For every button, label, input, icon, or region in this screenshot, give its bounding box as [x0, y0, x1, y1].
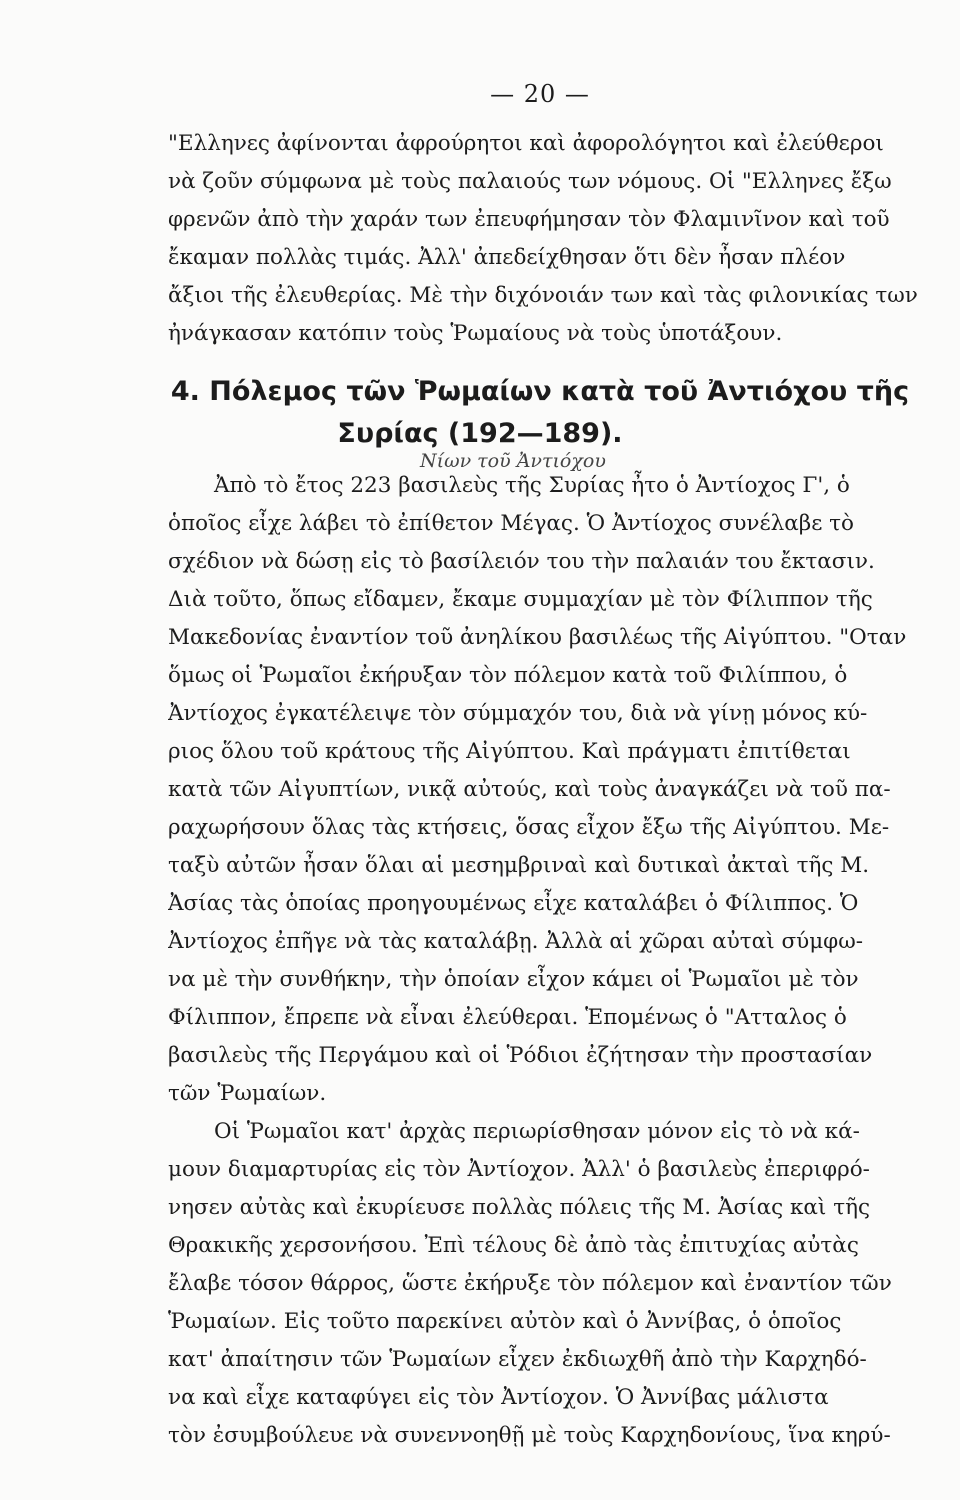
- section-title: 4. Πόλεμος τῶν Ῥωμαίων κατὰ τοῦ Ἀντιόχου τῆς: [170, 376, 910, 407]
- text-line: Ἀπὸ τὸ ἔτος 223 βασιλεὺς τῆς Συρίας ἦτο ὁ Ἀντίοχος Γ', ὁ: [214, 473, 850, 498]
- page-number: — 20 —: [490, 80, 590, 108]
- text-line: κατὰ τῶν Αἰγυπτίων, νικᾷ αὐτούς, καὶ τοὺς ἀναγκάζει νὰ τοῦ πα-: [168, 777, 891, 802]
- text-line: κατ' ἀπαίτησιν τῶν Ῥωμαίων εἶχεν ἐκδιωχθῆ ἀπὸ τὴν Καρχηδό-: [168, 1347, 867, 1372]
- text-line: Ἀντίοχος ἐπῆγε νὰ τὰς καταλάβῃ. Ἀλλὰ αἱ χῶραι αὐταὶ σύμφω-: [168, 929, 864, 954]
- text-line: ριος ὅλου τοῦ κράτους τῆς Αἰγύπτου. Καὶ πράγματι ἐπιτίθεται: [168, 739, 851, 764]
- text-line: "Ελληνες ἀφίνονται ἀφρούρητοι καὶ ἀφορολόγητοι καὶ ἐλεύθεροι: [168, 131, 884, 156]
- intro-paragraph: [168, 125, 936, 353]
- text-line: σχέδιον νὰ δώσῃ εἰς τὸ βασίλειόν του τὴν παλαιάν του ἔκτασιν.: [168, 549, 875, 574]
- text-line: να μὲ τὴν συνθήκην, τὴν ὁποίαν εἶχον κάμει οἱ Ῥωμαῖοι μὲ τὸν: [168, 967, 859, 992]
- text-line: ταξὺ αὐτῶν ἦσαν ὅλαι αἱ μεσημβριναὶ καὶ δυτικαὶ ἀκταὶ τῆς Μ.: [168, 853, 870, 878]
- text-line: ραχωρήσουν ὅλας τὰς κτήσεις, ὅσας εἶχον ἔξω τῆς Αἰγύπτου. Με-: [168, 815, 890, 840]
- section-title-continued: Συρίας (192—189).: [337, 418, 623, 449]
- text-line: ἔκαμαν πολλὰς τιμάς. Ἀλλ' ἀπεδείχθησαν ὅτι δὲν ἦσαν πλέον: [168, 245, 846, 270]
- section-body: [168, 467, 936, 1455]
- text-line: ἔλαβε τόσον θάρρος, ὥστε ἐκήρυξε τὸν πόλεμον καὶ ἐναντίον τῶν: [168, 1271, 892, 1296]
- text-line: τὸν ἐσυμβούλευε νὰ συνεννοηθῇ μὲ τοὺς Καρχηδονίους, ἵνα κηρύ-: [168, 1423, 891, 1448]
- text-line: βασιλεὺς τῆς Περγάμου καὶ οἱ Ῥόδιοι ἐζήτησαν τὴν προστασίαν: [168, 1043, 873, 1068]
- text-line: ἄξιοι τῆς ἐλευθερίας. Μὲ τὴν διχόνοιάν των καὶ τὰς φιλονικίας των: [168, 283, 918, 308]
- text-line: Μακεδονίας ἐναντίον τοῦ ἀνηλίκου βασιλέως τῆς Αἰγύπτου. "Οταν: [168, 625, 907, 650]
- text-line: μουν διαμαρτυρίας εἰς τὸν Ἀντίοχον. Ἀλλ' ὁ βασιλεὺς ἐπεριφρό-: [168, 1157, 870, 1182]
- text-line: Ἀσίας τὰς ὁποίας προηγουμένως εἶχε καταλάβει ὁ Φίλιππος. Ὁ: [168, 891, 859, 916]
- text-line: νὰ ζοῦν σύμφωνα μὲ τοὺς παλαιούς των νόμους. Οἱ "Ελληνες ἔξω: [168, 169, 892, 194]
- text-line: ἠνάγκασαν κατόπιν τοὺς Ῥωμαίους νὰ τοὺς ὑποτάξουν.: [168, 321, 783, 346]
- handwritten-note: Νίων τοῦ Ἀντιόχου: [420, 450, 606, 472]
- text-line: Διὰ τοῦτο, ὅπως εἴδαμεν, ἔκαμε συμμαχίαν μὲ τὸν Φίλιππον τῆς: [168, 587, 873, 612]
- text-line: Οἱ Ῥωμαῖοι κατ' ἀρχὰς περιωρίσθησαν μόνον εἰς τὸ νὰ κά-: [214, 1119, 860, 1144]
- text-line: να καὶ εἶχε καταφύγει εἰς τὸν Ἀντίοχον. Ὁ Ἀννίβας μάλιστα: [168, 1385, 829, 1410]
- text-line: Φίλιππον, ἔπρεπε νὰ εἶναι ἐλεύθεραι. Ἑπομένως ὁ "Ατταλος ὁ: [168, 1005, 847, 1030]
- text-line: Θρακικῆς χερσονήσου. Ἐπὶ τέλους δὲ ἀπὸ τὰς ἐπιτυχίας αὐτὰς: [168, 1233, 859, 1258]
- text-line: Ἀντίοχος ἐγκατέλειψε τὸν σύμμαχόν του, διὰ νὰ γίνῃ μόνος κύ-: [168, 701, 868, 726]
- text-line: Ῥωμαίων. Εἰς τοῦτο παρεκίνει αὐτὸν καὶ ὁ Ἀννίβας, ὁ ὁποῖος: [168, 1309, 842, 1334]
- text-line: φρενῶν ἀπὸ τὴν χαράν των ἐπευφήμησαν τὸν Φλαμινῖνον καὶ τοῦ: [168, 207, 890, 232]
- text-line: τῶν Ῥωμαίων.: [168, 1081, 327, 1106]
- text-line: ὁποῖος εἶχε λάβει τὸ ἐπίθετον Μέγας. Ὁ Ἀντίοχος συνέλαβε τὸ: [168, 511, 855, 536]
- text-line: ὅμως οἱ Ῥωμαῖοι ἐκήρυξαν τὸν πόλεμον κατὰ τοῦ Φιλίππου, ὁ: [168, 663, 848, 688]
- text-line: νησεν αὐτὰς καὶ ἐκυρίευσε πολλὰς πόλεις τῆς Μ. Ἀσίας καὶ τῆς: [168, 1195, 871, 1220]
